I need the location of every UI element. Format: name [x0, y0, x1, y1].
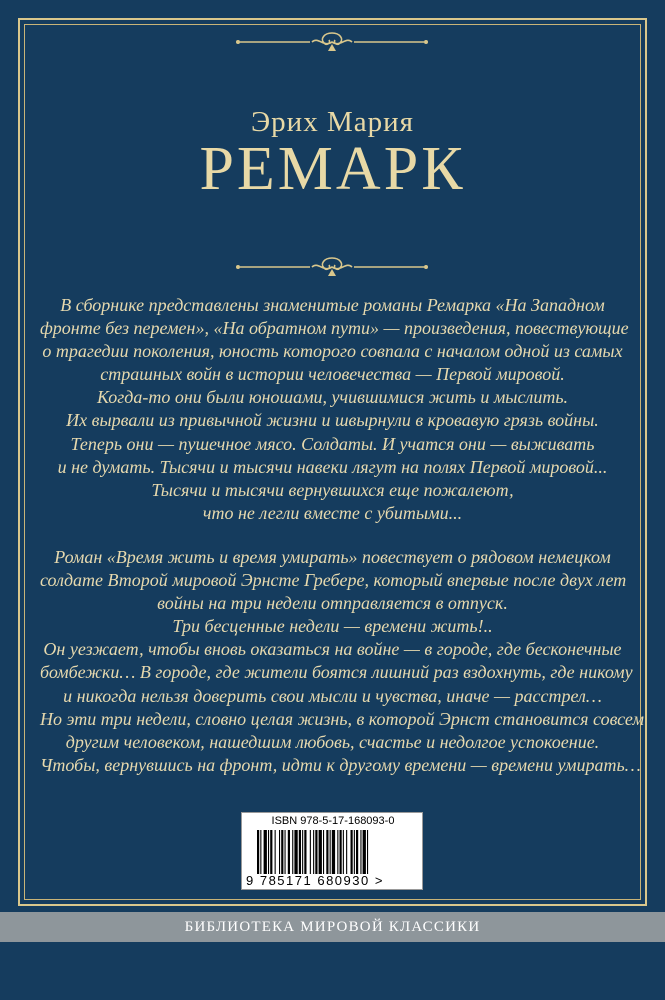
annotation-line: бомбежки… В городе, где жители боятся лишний раз вздохнуть, где никому — [40, 662, 633, 683]
series-title: БИБЛИОТЕКА МИРОВОЙ КЛАССИКИ — [184, 919, 481, 935]
annotation-line: Он уезжает, чтобы вновь оказаться на войне — в городе, где бесконечные — [43, 639, 622, 660]
annotation-line: и никогда нельзя доверить свои мысли и чувства, иначе — расстрел… — [63, 685, 602, 706]
barcode-icon — [255, 830, 411, 874]
annotation-line: другим человеком, нашедшим любовь, счастье и недолгое успокоение. — [65, 731, 600, 752]
barcode-digits: 9 785171 680930 > — [246, 873, 384, 888]
annotation-line: солдате Второй мировой Эрнсте Гребере, который впервые после двух лет — [40, 570, 627, 591]
isbn-barcode-box — [241, 812, 423, 890]
annotation-line: и не думать. Тысячи и тысячи навеки лягут на полях Первой мировой... — [57, 456, 608, 477]
annotation-paragraph-2 — [40, 546, 644, 777]
ornament-divider-icon — [232, 255, 432, 279]
annotation-line: войны на три недели отправляется в отпуск. — [157, 593, 508, 614]
annotation-line: Когда-то они были юношами, учившимися жить и мыслить. — [96, 387, 569, 408]
ornament-divider-icon — [232, 30, 432, 54]
annotation-line: фронте без перемен», «На обратном пути» — произведения, повествующие — [40, 318, 629, 339]
annotation-line: Тысячи и тысячи вернувшихся еще пожалеют, — [151, 479, 514, 500]
isbn-number: ISBN 978-5-17-168093-0 — [271, 815, 395, 827]
annotation-line: Их вырвали из привычной жизни и швырнули в кровавую грязь войны. — [66, 410, 599, 431]
author-surname: РЕМАРК — [199, 135, 466, 203]
annotation-paragraph-1 — [40, 294, 629, 525]
annotation-line: Роман «Время жить и время умирать» повествует о рядовом немецком — [54, 547, 611, 567]
author-first-name: Эрих Мария — [251, 106, 414, 138]
annotation-line: что не легли вместе с убитыми... — [202, 502, 463, 523]
annotation-line: Теперь они — пушечное мясо. Солдаты. И учатся они — выживать — [70, 433, 595, 454]
annotation-line: В сборнике представлены знаменитые романы Ремарка «На Западном — [60, 295, 605, 315]
annotation-line: о трагедии поколения, юность которого совпала с началом одной из самых — [42, 341, 623, 362]
annotation-line: страшных войн в истории человечества — Первой мировой. — [100, 364, 565, 385]
annotation-line: Три бесценные недели — времени жить!.. — [172, 616, 493, 637]
annotation-line: Чтобы, вернувшись на фронт, идти к другому времени — времени умирать… — [40, 754, 641, 775]
series-band — [0, 912, 665, 942]
annotation-line: Но эти три недели, словно целая жизнь, в которой Эрнст становится совсем — [40, 708, 644, 729]
